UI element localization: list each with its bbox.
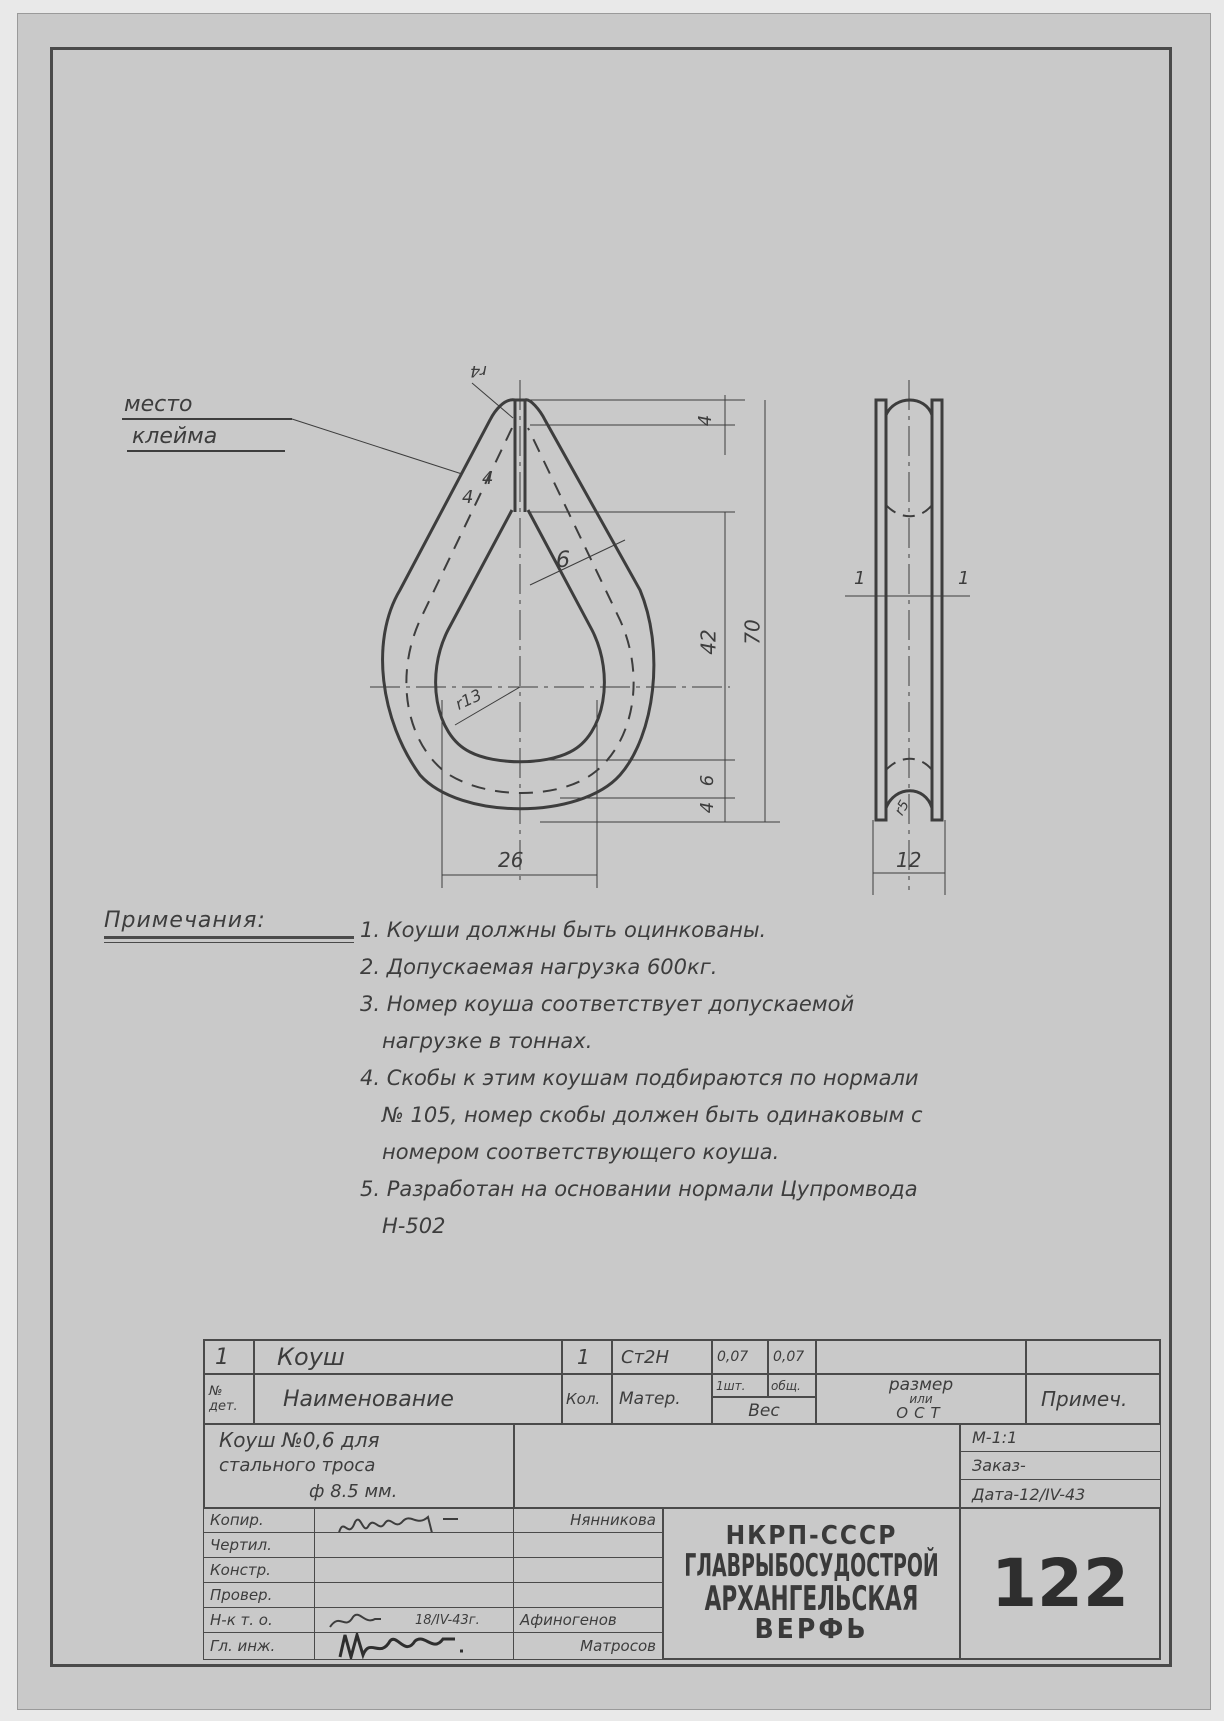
notes-title-underline bbox=[104, 936, 354, 943]
header-weight-unit: 1шт. bbox=[711, 1373, 769, 1398]
person-name: Нянникова bbox=[513, 1507, 663, 1533]
note-item: 4. Скобы к этим коушам подбираются по нормали bbox=[360, 1066, 919, 1090]
signature-cell bbox=[314, 1557, 514, 1583]
person-name bbox=[513, 1582, 663, 1608]
dim-tip-height: 4 bbox=[695, 414, 717, 427]
org-line1: НКРП-СССР bbox=[725, 1521, 898, 1552]
role-label: Копир. bbox=[203, 1507, 315, 1533]
header-size-line3: ОСТ bbox=[896, 1404, 946, 1422]
header-size bbox=[815, 1373, 1027, 1425]
part-size bbox=[815, 1339, 1027, 1375]
signature-icon bbox=[335, 1632, 475, 1660]
stamp-label-line2: клейма bbox=[132, 424, 218, 449]
note-item: номером соответствующего коуша. bbox=[382, 1140, 780, 1164]
part-material: Ст2Н bbox=[611, 1339, 713, 1375]
blank-field bbox=[513, 1423, 961, 1509]
note-item: 3. Номер коуша соответствует допускаемой bbox=[360, 992, 855, 1016]
dim-inner-radius: r13 bbox=[452, 685, 485, 714]
header-size-line2: или bbox=[909, 1392, 933, 1406]
dim-bottom-wall: 4 bbox=[697, 801, 719, 814]
dim-groove-radius: r5 bbox=[891, 797, 913, 819]
header-weight: Вес bbox=[711, 1396, 817, 1425]
signature-cell bbox=[314, 1582, 514, 1608]
date: Дата-12/IV-43 bbox=[959, 1479, 1161, 1509]
header-size-line1: размер bbox=[888, 1375, 954, 1395]
signature-icon bbox=[325, 1607, 385, 1633]
header-qty: Кол. bbox=[561, 1373, 613, 1425]
dim-wall-width: 6 bbox=[556, 548, 570, 573]
person-name: Афиногенов bbox=[513, 1607, 663, 1633]
header-num-line1: № bbox=[209, 1384, 223, 1399]
header-num-line2: дет. bbox=[209, 1399, 238, 1414]
person-name: Матросов bbox=[513, 1632, 663, 1660]
role-label: Н-к т. о. bbox=[203, 1607, 315, 1633]
scale: М-1:1 bbox=[959, 1423, 1161, 1452]
header-note: Примеч. bbox=[1025, 1373, 1161, 1425]
note-item: 1. Коуши должны быть оцинкованы. bbox=[360, 918, 767, 942]
note-item: Н-502 bbox=[382, 1214, 446, 1238]
signature-cell bbox=[314, 1632, 514, 1660]
dim-flange-right: 1 bbox=[958, 568, 970, 589]
signature-date: 18/IV-43г. bbox=[415, 1612, 480, 1628]
part-title-line1: Коуш №0,6 для bbox=[219, 1428, 380, 1452]
dim-tip-radius: r4 bbox=[470, 362, 487, 381]
dim-bottom-groove: 6 bbox=[697, 774, 719, 787]
part-note bbox=[1025, 1339, 1161, 1375]
dim-side-width: 12 bbox=[896, 848, 922, 872]
part-qty: 1 bbox=[561, 1339, 613, 1375]
part-number: 1 bbox=[203, 1339, 255, 1375]
signature-cell bbox=[314, 1532, 514, 1558]
role-label: Провер. bbox=[203, 1582, 315, 1608]
signature-icon bbox=[333, 1507, 473, 1533]
org-line3: АРХАНГЕЛЬСКАЯ bbox=[704, 1579, 919, 1619]
note-item: № 105, номер скобы должен быть одинаковым с bbox=[382, 1103, 923, 1127]
note-item: нагрузке в тоннах. bbox=[382, 1029, 593, 1053]
org-line4: ВЕРФЬ bbox=[754, 1612, 869, 1646]
header-material: Матер. bbox=[611, 1373, 713, 1425]
notes-title: Примечания: bbox=[104, 908, 266, 933]
part-title bbox=[203, 1423, 515, 1509]
dim-wall-thickness: 4 bbox=[462, 487, 474, 508]
note-item: 5. Разработан на основании нормали Цупромвода bbox=[360, 1177, 918, 1201]
dim-overall-height: 70 bbox=[740, 619, 765, 645]
note-item: 2. Допускаемая нагрузка 600кг. bbox=[360, 955, 718, 979]
part-title-line3: ф 8.5 мм. bbox=[309, 1481, 398, 1502]
role-label: Чертил. bbox=[203, 1532, 315, 1558]
dim-groove-depth: 4 bbox=[482, 468, 494, 489]
sheet-number: 122 bbox=[959, 1507, 1161, 1660]
notes-list bbox=[360, 912, 1160, 1245]
header-name: Наименование bbox=[253, 1373, 563, 1425]
dim-inner-height: 42 bbox=[696, 629, 721, 655]
dim-total-width: 26 bbox=[498, 848, 524, 872]
header-num bbox=[203, 1373, 255, 1425]
stamp-label-line1: место bbox=[124, 392, 193, 417]
part-title-line2: стального троса bbox=[219, 1455, 376, 1476]
dim-flange-left: 1 bbox=[854, 568, 866, 589]
person-name bbox=[513, 1532, 663, 1558]
order: Заказ- bbox=[959, 1451, 1161, 1480]
signature-cell bbox=[314, 1507, 514, 1533]
part-weight-total: 0,07 bbox=[767, 1339, 817, 1375]
org-line2: ГЛАВРЫБОСУДОСТРОЙ bbox=[684, 1547, 939, 1584]
part-weight-unit: 0,07 bbox=[711, 1339, 769, 1375]
signature-cell bbox=[314, 1607, 514, 1633]
role-label: Гл. инж. bbox=[203, 1632, 315, 1660]
person-name bbox=[513, 1557, 663, 1583]
header-weight-total: общ. bbox=[767, 1373, 817, 1398]
organization-block bbox=[662, 1507, 961, 1660]
role-label: Констр. bbox=[203, 1557, 315, 1583]
part-name: Коуш bbox=[253, 1339, 563, 1375]
